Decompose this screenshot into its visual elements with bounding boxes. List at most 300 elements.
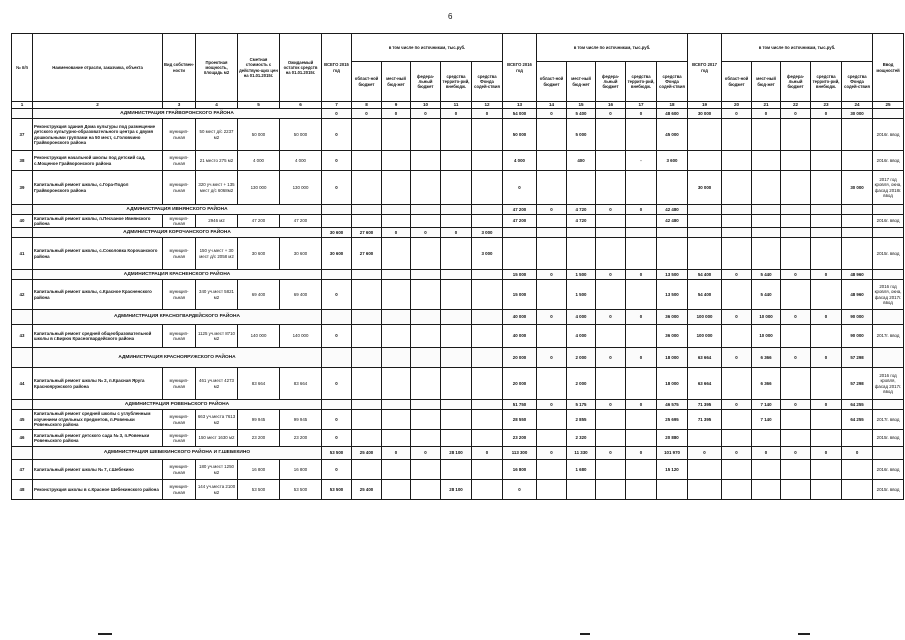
amount-cell — [382, 368, 411, 400]
amount-cell — [472, 430, 503, 447]
column-number: 3 — [163, 102, 196, 109]
amount-cell — [626, 280, 657, 310]
row-number — [12, 270, 33, 280]
amount-cell — [382, 348, 411, 368]
column-number: 9 — [382, 102, 411, 109]
expected-balance: 53 500 — [280, 480, 322, 500]
section-row — [12, 348, 904, 368]
amount-cell — [842, 119, 873, 151]
amount-cell — [842, 151, 873, 171]
amount-cell — [537, 151, 567, 171]
amount-cell — [811, 280, 842, 310]
estimate-cost: 30 600 — [238, 238, 280, 270]
header-federal-budget-2015: федера-льный бюджет — [411, 62, 441, 102]
amount-cell: 0 — [626, 109, 657, 119]
header-num: № п/п — [12, 34, 33, 102]
amount-cell: 0 — [472, 109, 503, 119]
amount-cell: 46 575 — [657, 400, 688, 410]
amount-cell — [537, 119, 567, 151]
ownership-type: муницип-льная — [163, 325, 196, 348]
amount-cell — [811, 228, 842, 238]
column-number: 14 — [537, 102, 567, 109]
amount-cell: 5 175 — [567, 400, 596, 410]
table-row — [12, 480, 904, 500]
amount-cell: 54 400 — [688, 280, 722, 310]
amount-cell — [352, 171, 382, 205]
row-number — [12, 447, 33, 460]
amount-cell — [626, 430, 657, 447]
amount-cell: 113 300 — [503, 447, 537, 460]
amount-cell: 0 — [537, 109, 567, 119]
amount-cell — [352, 205, 382, 215]
header-name: Наименование отрасли, заказчика, объекта — [33, 34, 163, 102]
amount-cell: 0 — [411, 228, 441, 238]
amount-cell — [441, 430, 472, 447]
amount-cell — [441, 460, 472, 480]
row-number — [12, 205, 33, 215]
amount-cell — [657, 480, 688, 500]
amount-cell: 0 — [537, 348, 567, 368]
capacity: 150 уч.мест + 30 мест д/с 2058 м2 — [196, 238, 238, 270]
header-total-2017: ВСЕГО 2017 год — [688, 34, 722, 102]
row-number: 45 — [12, 410, 33, 430]
amount-cell: 0 — [322, 460, 352, 480]
object-name: Капитальный ремонт детского сада № 3, п.Ровеньки Ровеньского района — [33, 430, 163, 447]
row-number: 39 — [12, 171, 33, 205]
amount-cell: 0 — [596, 400, 626, 410]
section-row — [12, 270, 904, 280]
amount-cell — [472, 368, 503, 400]
amount-cell: 0 — [596, 447, 626, 460]
column-number: 24 — [842, 102, 873, 109]
amount-cell: 0 — [382, 228, 411, 238]
expected-balance: 30 600 — [280, 238, 322, 270]
header-sources-2016: в том числе по источникам, тыс.руб. — [537, 34, 688, 62]
amount-cell: 47 200 — [503, 205, 537, 215]
row-number: 44 — [12, 368, 33, 400]
estimate-cost: 23 200 — [238, 430, 280, 447]
amount-cell: 64 255 — [842, 410, 873, 430]
amount-cell — [752, 228, 781, 238]
amount-cell — [842, 205, 873, 215]
amount-cell: 0 — [322, 410, 352, 430]
amount-cell — [472, 348, 503, 368]
amount-cell — [441, 280, 472, 310]
amount-cell — [382, 215, 411, 228]
amount-cell — [781, 480, 811, 500]
amount-cell — [411, 238, 441, 270]
amount-cell: 4 720 — [567, 205, 596, 215]
amount-cell: 48 600 — [657, 109, 688, 119]
amount-cell: 0 — [537, 400, 567, 410]
amount-cell: 54 000 — [503, 109, 537, 119]
object-name: Капитальный ремонт школы № 2, п.Красная Яруга Краснояружского района — [33, 368, 163, 400]
amount-cell — [688, 119, 722, 151]
table-row — [12, 325, 904, 348]
amount-cell: 0 — [752, 447, 781, 460]
amount-cell — [688, 215, 722, 228]
amount-cell — [382, 310, 411, 325]
amount-cell — [441, 215, 472, 228]
amount-cell — [688, 460, 722, 480]
amount-cell — [537, 215, 567, 228]
amount-cell: 0 — [626, 205, 657, 215]
ownership-type: муницип-льная — [163, 368, 196, 400]
expected-balance: 83 664 — [280, 368, 322, 400]
row-number: 46 — [12, 430, 33, 447]
ownership-type: муницип-льная — [163, 410, 196, 430]
amount-cell — [382, 400, 411, 410]
estimate-cost: 99 945 — [238, 410, 280, 430]
amount-cell — [722, 430, 752, 447]
commission-note: 2016 год кровля, фасад 2017г. ввод — [873, 368, 904, 400]
amount-cell — [411, 171, 441, 205]
column-number: 7 — [322, 102, 352, 109]
expected-balance: 47 200 — [280, 215, 322, 228]
amount-cell: 0 — [781, 348, 811, 368]
amount-cell — [722, 171, 752, 205]
amount-cell: 16 800 — [503, 460, 537, 480]
amount-cell: 6 366 — [752, 368, 781, 400]
amount-cell — [441, 348, 472, 368]
amount-cell: 0 — [596, 109, 626, 119]
amount-cell — [322, 348, 352, 368]
header-local-budget-2016: мест-ный бюд-жет — [567, 62, 596, 102]
amount-cell — [596, 151, 626, 171]
amount-cell — [781, 368, 811, 400]
estimate-cost: 4 000 — [238, 151, 280, 171]
expected-balance: 140 000 — [280, 325, 322, 348]
column-number: 16 — [596, 102, 626, 109]
amount-cell: 30 000 — [688, 171, 722, 205]
amount-cell — [382, 480, 411, 500]
amount-cell — [352, 215, 382, 228]
amount-cell: 3 600 — [657, 151, 688, 171]
amount-cell: 6 366 — [752, 348, 781, 368]
amount-cell — [781, 205, 811, 215]
amount-cell: 0 — [811, 348, 842, 368]
amount-cell — [352, 368, 382, 400]
amount-cell — [811, 325, 842, 348]
amount-cell — [411, 460, 441, 480]
amount-cell: 0 — [322, 430, 352, 447]
amount-cell: 15 000 — [503, 280, 537, 310]
commission-note: 2016г. ввод — [873, 215, 904, 228]
amount-cell: 0 — [781, 310, 811, 325]
amount-cell: 5 440 — [752, 280, 781, 310]
header-commission: Ввод мощностей — [873, 34, 904, 102]
amount-cell: 53 500 — [322, 480, 352, 500]
amount-cell — [537, 325, 567, 348]
amount-cell — [842, 460, 873, 480]
amount-cell — [657, 171, 688, 205]
amount-cell: 0 — [781, 109, 811, 119]
amount-cell: 63 664 — [688, 368, 722, 400]
amount-cell: 0 — [441, 109, 472, 119]
header-owner: Вид собствен-ности — [163, 34, 196, 102]
amount-cell — [382, 238, 411, 270]
amount-cell: 27 600 — [352, 228, 382, 238]
amount-cell: 0 — [411, 447, 441, 460]
amount-cell: 53 500 — [322, 447, 352, 460]
amount-cell — [411, 325, 441, 348]
amount-cell — [657, 238, 688, 270]
header-assistance-fund-2016: средства Фонда содей-ствия — [657, 62, 688, 102]
amount-cell — [411, 368, 441, 400]
capacity: 150 мест 1630 м2 — [196, 430, 238, 447]
amount-cell: 48 960 — [842, 270, 873, 280]
object-name: Капитальный ремонт школы, п.Песчаное Ивнянского района — [33, 215, 163, 228]
row-number: 48 — [12, 480, 33, 500]
amount-cell: 30 000 — [842, 109, 873, 119]
amount-cell — [752, 238, 781, 270]
column-number: 23 — [811, 102, 842, 109]
amount-cell — [322, 215, 352, 228]
amount-cell: 0 — [811, 447, 842, 460]
amount-cell — [352, 270, 382, 280]
amount-cell: 18 000 — [657, 368, 688, 400]
amount-cell — [441, 270, 472, 280]
amount-cell — [411, 480, 441, 500]
ownership-type: муницип-льная — [163, 430, 196, 447]
object-name: Капитальный ремонт школы, с.Соколовка Корочанского района — [33, 238, 163, 270]
amount-cell: 0 — [626, 310, 657, 325]
amount-cell: 0 — [626, 348, 657, 368]
amount-cell: 0 — [322, 109, 352, 119]
amount-cell — [352, 410, 382, 430]
amount-cell — [441, 325, 472, 348]
amount-cell: 71 395 — [688, 400, 722, 410]
amount-cell: 0 — [811, 400, 842, 410]
amount-cell — [752, 430, 781, 447]
amount-cell: 0 — [352, 109, 382, 119]
amount-cell: 25 695 — [657, 410, 688, 430]
amount-cell — [596, 280, 626, 310]
column-number: 17 — [626, 102, 657, 109]
amount-cell — [596, 430, 626, 447]
amount-cell: 28 100 — [441, 447, 472, 460]
amount-cell — [411, 348, 441, 368]
object-name: Реконструкция здания Дома культуры под размещение детского культурно-образовательного центра с двумя дошкольными группами на 50 мест, с.Головчино Грайворонского района — [33, 119, 163, 151]
amount-cell: 90 000 — [842, 325, 873, 348]
capacity: 340 уч.мест 5821 м2 — [196, 280, 238, 310]
scan-mark — [580, 633, 590, 635]
amount-cell — [441, 400, 472, 410]
amount-cell: 11 330 — [567, 447, 596, 460]
column-number: 1 — [12, 102, 33, 109]
amount-cell: 101 970 — [657, 447, 688, 460]
commission-note — [873, 205, 904, 215]
commission-note: 2016 год кровля, окна, фасад 2017г. ввод — [873, 280, 904, 310]
table-row — [12, 215, 904, 228]
amount-cell: 30 600 — [322, 228, 352, 238]
amount-cell — [567, 228, 596, 238]
amount-cell — [722, 410, 752, 430]
amount-cell: 0 — [781, 447, 811, 460]
amount-cell: 0 — [537, 270, 567, 280]
amount-cell: 47 200 — [503, 215, 537, 228]
section-title: АДМИНИСТРАЦИЯ КРАСНОГВАРДЕЙСКОГО РАЙОНА — [33, 310, 322, 325]
table-row — [12, 410, 904, 430]
capacity: 663 уч.места 7613 м2 — [196, 410, 238, 430]
section-title: АДМИНИСТРАЦИЯ ШЕБЕКИНСКОГО РАЙОНА И Г.ШЕБЕКИНО — [33, 447, 322, 460]
amount-cell: 18 000 — [657, 348, 688, 368]
column-number: 20 — [722, 102, 752, 109]
amount-cell: 400 — [567, 151, 596, 171]
commission-note: 2015г. ввод — [873, 480, 904, 500]
amount-cell: 0 — [722, 270, 752, 280]
amount-cell: 7 140 — [752, 410, 781, 430]
amount-cell: 51 750 — [503, 400, 537, 410]
amount-cell: 30 000 — [688, 109, 722, 119]
scan-mark — [798, 633, 810, 635]
row-number — [12, 310, 33, 325]
commission-note: 2016г. ввод — [873, 119, 904, 151]
amount-cell — [411, 270, 441, 280]
row-number: 38 — [12, 151, 33, 171]
column-number: 13 — [503, 102, 537, 109]
commission-note — [873, 310, 904, 325]
amount-cell — [322, 270, 352, 280]
amount-cell: 0 — [322, 171, 352, 205]
amount-cell: 48 960 — [842, 280, 873, 310]
amount-cell: 0 — [722, 400, 752, 410]
column-number: 2 — [33, 102, 163, 109]
amount-cell — [781, 119, 811, 151]
amount-cell: 0 — [722, 348, 752, 368]
amount-cell: 13 500 — [657, 280, 688, 310]
amount-cell — [596, 325, 626, 348]
commission-note: 2016г. ввод — [873, 460, 904, 480]
amount-cell: 15 120 — [657, 460, 688, 480]
commission-note — [873, 270, 904, 280]
amount-cell: 71 395 — [688, 410, 722, 430]
amount-cell — [626, 171, 657, 205]
amount-cell: 0 — [322, 119, 352, 151]
amount-cell — [596, 171, 626, 205]
header-territory-funds-2015: средства террито-рий, внебюдж. — [441, 62, 472, 102]
amount-cell — [596, 238, 626, 270]
amount-cell: 0 — [537, 447, 567, 460]
amount-cell — [382, 410, 411, 430]
amount-cell — [411, 430, 441, 447]
ownership-type: муницип-льная — [163, 215, 196, 228]
amount-cell — [688, 238, 722, 270]
amount-cell — [811, 205, 842, 215]
amount-cell — [626, 228, 657, 238]
ownership-type: муницип-льная — [163, 280, 196, 310]
amount-cell: 3 000 — [472, 228, 503, 238]
amount-cell — [657, 228, 688, 238]
ownership-type: муницип-льная — [163, 119, 196, 151]
amount-cell: 0 — [382, 447, 411, 460]
section-row — [12, 109, 904, 119]
amount-cell — [842, 480, 873, 500]
amount-cell — [441, 368, 472, 400]
amount-cell: 0 — [626, 400, 657, 410]
amount-cell: 10 000 — [752, 325, 781, 348]
amount-cell: 0 — [596, 348, 626, 368]
amount-cell — [472, 400, 503, 410]
amount-cell: 25 400 — [352, 480, 382, 500]
section-title: АДМИНИСТРАЦИЯ КРАСНЕНСКОГО РАЙОНА — [33, 270, 322, 280]
capacity: 2946 м2 — [196, 215, 238, 228]
amount-cell: 4 000 — [567, 310, 596, 325]
amount-cell: 20 000 — [503, 348, 537, 368]
header-territory-funds-2017: средства террито-рий, внебюдж. — [811, 62, 842, 102]
amount-cell — [688, 430, 722, 447]
amount-cell: 4 000 — [567, 325, 596, 348]
amount-cell: 3 000 — [472, 238, 503, 270]
expected-balance: 50 000 — [280, 119, 322, 151]
amount-cell — [842, 430, 873, 447]
amount-cell — [411, 410, 441, 430]
estimate-cost: 140 000 — [238, 325, 280, 348]
amount-cell — [411, 215, 441, 228]
amount-cell — [626, 368, 657, 400]
amount-cell — [382, 205, 411, 215]
object-name: Реконструкция школы в с.Красное Шебекинского района — [33, 480, 163, 500]
amount-cell — [382, 270, 411, 280]
amount-cell: 0 — [322, 280, 352, 310]
header-sources-2017: в том числе по источникам, тыс.руб. — [722, 34, 873, 62]
column-number: 6 — [280, 102, 322, 109]
amount-cell — [722, 480, 752, 500]
amount-cell — [722, 205, 752, 215]
amount-cell — [472, 460, 503, 480]
amount-cell — [811, 119, 842, 151]
expected-balance: 99 945 — [280, 410, 322, 430]
amount-cell — [811, 460, 842, 480]
amount-cell — [472, 270, 503, 280]
amount-cell — [382, 280, 411, 310]
column-number: 11 — [441, 102, 472, 109]
amount-cell — [596, 228, 626, 238]
amount-cell — [472, 171, 503, 205]
table-row — [12, 151, 904, 171]
amount-cell — [567, 480, 596, 500]
section-title: АДМИНИСТРАЦИЯ КРАСНОЯРУЖСКОГО РАЙОНА — [33, 348, 322, 368]
capacity: 320 уч.мест + 135 мест д/с 6068м2 — [196, 171, 238, 205]
expected-balance: 16 800 — [280, 460, 322, 480]
amount-cell: 2 855 — [567, 410, 596, 430]
amount-cell — [781, 171, 811, 205]
table-row — [12, 368, 904, 400]
row-number: 40 — [12, 215, 33, 228]
commission-note — [873, 109, 904, 119]
amount-cell — [722, 280, 752, 310]
amount-cell — [322, 400, 352, 410]
amount-cell — [688, 228, 722, 238]
amount-cell — [472, 119, 503, 151]
amount-cell — [811, 238, 842, 270]
amount-cell — [781, 151, 811, 171]
amount-cell: 23 200 — [503, 430, 537, 447]
amount-cell — [352, 460, 382, 480]
table-row — [12, 171, 904, 205]
header-federal-budget-2017: федера-льный бюджет — [781, 62, 811, 102]
amount-cell — [811, 410, 842, 430]
column-number: 19 — [688, 102, 722, 109]
amount-cell — [382, 151, 411, 171]
commission-note — [873, 447, 904, 460]
amount-cell: 36 000 — [657, 325, 688, 348]
amount-cell: 0 — [781, 270, 811, 280]
amount-cell — [503, 228, 537, 238]
amount-cell: 36 000 — [657, 310, 688, 325]
amount-cell — [472, 410, 503, 430]
amount-cell — [781, 215, 811, 228]
